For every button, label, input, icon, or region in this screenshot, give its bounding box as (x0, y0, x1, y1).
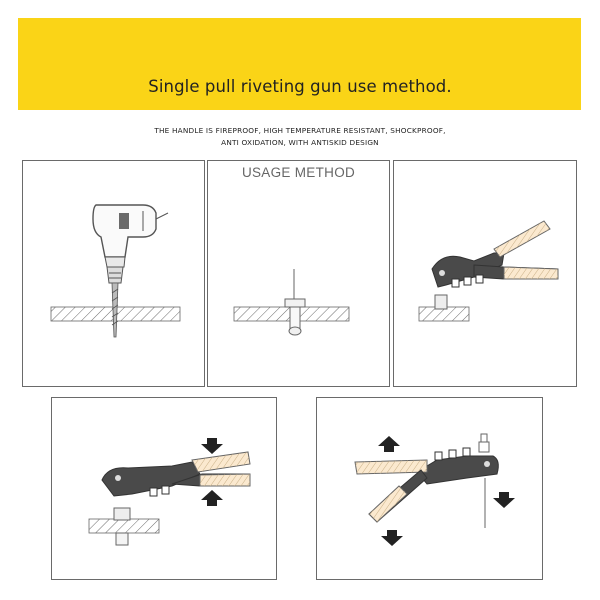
rivet-gun-icon (52, 398, 278, 581)
rivet-icon (208, 161, 391, 388)
drill-icon (23, 161, 206, 388)
step-panel-squeeze-handles (51, 397, 277, 580)
subtitle-line-1: THE HANDLE IS FIREPROOF, HIGH TEMPERATURE RESISTANT, SHOCKPROOF, (154, 126, 446, 135)
subtitle-line-2: ANTI OXIDATION, WITH ANTISKID DESIGN (221, 138, 379, 147)
usage-method-title: USAGE METHOD (241, 165, 356, 180)
step-panel-open-handles (316, 397, 543, 580)
step-panel-drill (22, 160, 205, 387)
rivet-gun-icon (317, 398, 544, 581)
arrow-up-icon (201, 490, 223, 506)
rivet-gun-icon (394, 161, 578, 388)
arrow-down-icon (493, 492, 515, 508)
step-panel-insert-rivet (207, 160, 390, 387)
arrow-up-icon (378, 436, 400, 452)
arrow-down-icon (201, 438, 223, 454)
arrow-down-icon (381, 530, 403, 546)
header-banner (18, 18, 581, 110)
step-panel-place-gun (393, 160, 577, 387)
page-title: Single pull riveting gun use method. (148, 77, 452, 96)
